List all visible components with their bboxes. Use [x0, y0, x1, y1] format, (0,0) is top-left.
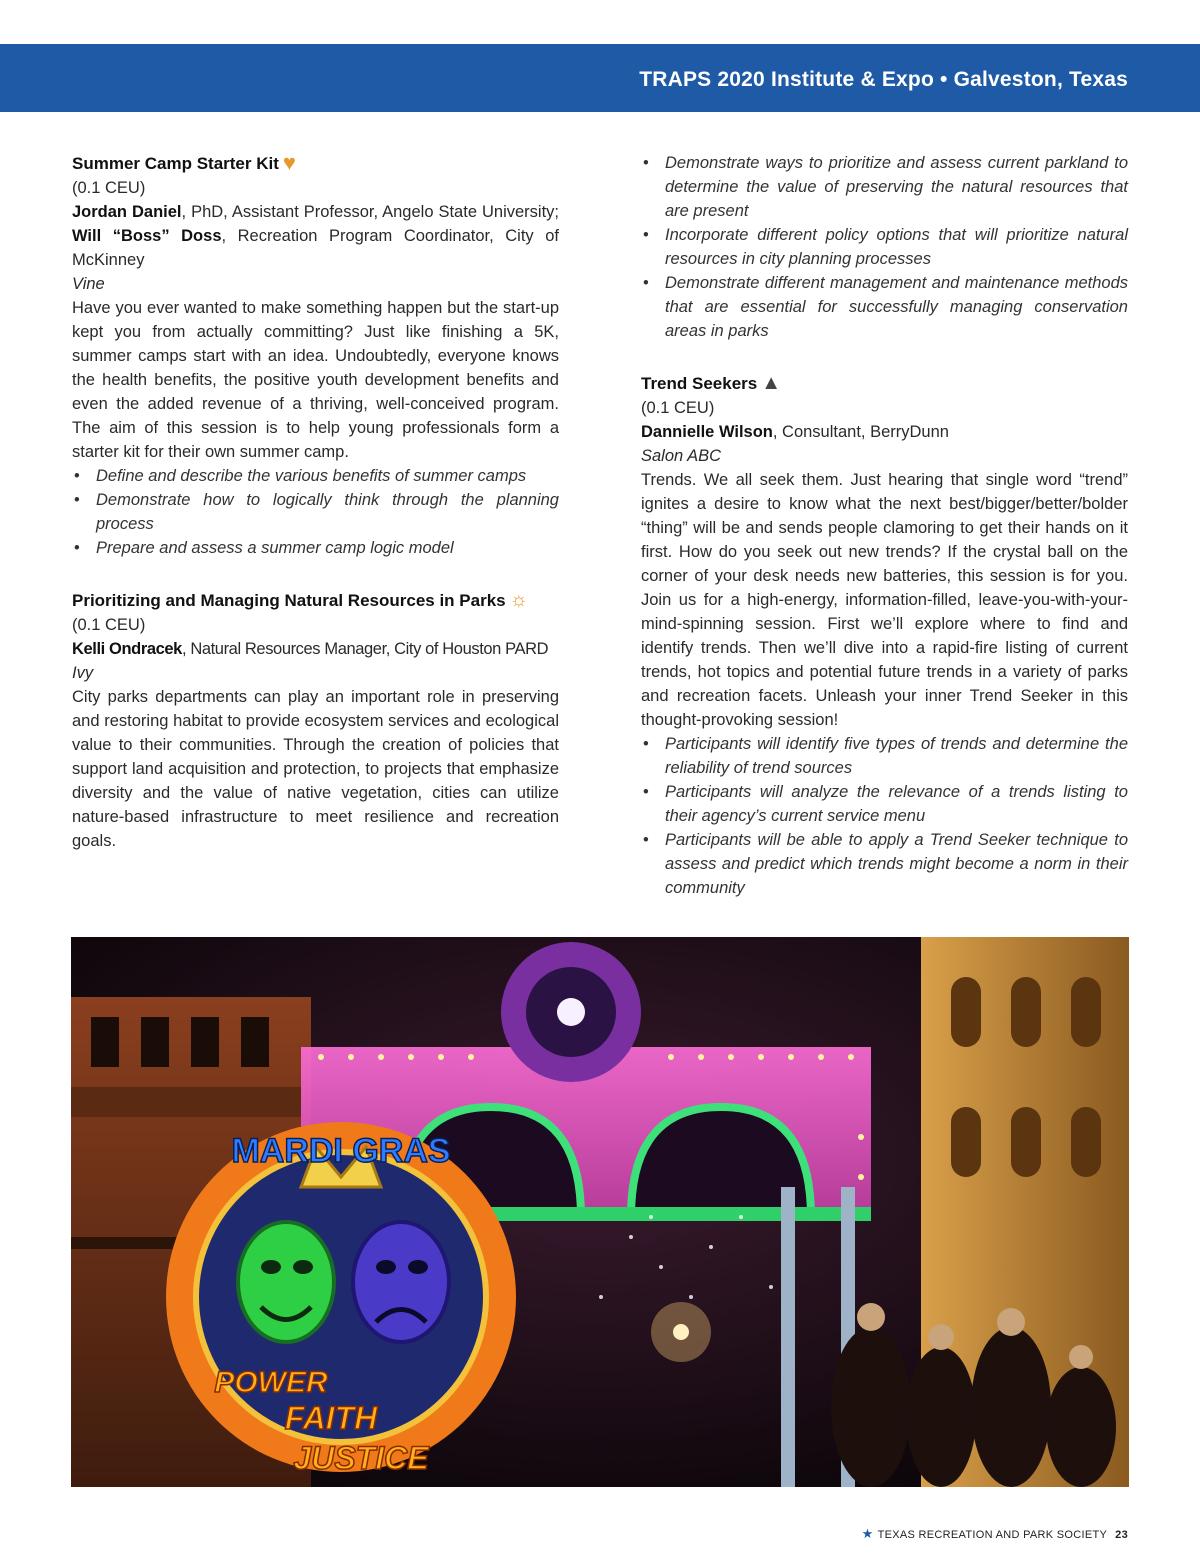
right-column [641, 151, 1128, 928]
session-room: Ivy [72, 664, 94, 682]
continued-objectives-list [641, 151, 1128, 343]
session-ceu: (0.1 CEU) [72, 179, 146, 197]
session-trend-seekers [641, 371, 1128, 900]
session-ceu: (0.1 CEU) [72, 616, 146, 634]
float-word: POWER [214, 1366, 328, 1399]
speaker-role: , Recreation Program Coordinator, City of McKinney [72, 227, 559, 269]
speaker-role: , PhD, Assistant Professor, Angelo State University; [181, 203, 559, 221]
objective-item: • Prepare and assess a summer camp logic model [72, 536, 559, 560]
session-natural-resources [72, 588, 559, 853]
header-title: TRAPS 2020 Institute & Expo • Galveston, Texas [639, 68, 1128, 91]
session-title [72, 151, 559, 176]
session-title-text: Summer Camp Starter Kit [72, 154, 279, 173]
objective-item: • Demonstrate ways to prioritize and assess current parkland to determine the value of preserving the natural resources that are present [641, 151, 1128, 223]
session-summer-camp [72, 151, 559, 560]
objectives-list [72, 464, 559, 560]
star-icon: ★ [861, 1526, 874, 1541]
speaker-name: Dannielle Wilson [641, 423, 773, 441]
session-room: Salon ABC [641, 447, 722, 465]
left-column [72, 151, 559, 881]
header-bar [0, 44, 1200, 112]
session-title [641, 371, 1128, 396]
objective-item: • Participants will be able to apply a Trend Seeker technique to assess and predict which trends might become a norm in their community [641, 828, 1128, 900]
session-speakers [72, 637, 559, 661]
page-footer [862, 1526, 1128, 1542]
session-description: Trends. We all seek them. Just hearing that single word “trend” ignites a desire to know what the next best/bigger/better/bolder “thing” will be and sends people clamoring to get their hands on it first. How do you seek out new trends? If the crystal ball on the corner of your desk needs new batteries, this session is for you. Join us for a high-energy, information-filled, leave-you-with-your-mind-spinning session. First we’ll explore where to find and identify trends. Then we’ll dive into a rapid-fire listing of current trends, hot topics and potential future trends in a variety of parks and recreation facets. Unleash your inner Trend Seeker in this thought-provoking session! [641, 471, 1128, 729]
speaker-name: Kelli Ondracek [72, 640, 182, 658]
sun-icon: ☼ [509, 589, 528, 611]
triangle-icon: ▲ [761, 372, 782, 394]
session-ceu: (0.1 CEU) [641, 399, 715, 417]
comedy-mask [238, 1222, 334, 1342]
session-speakers [641, 420, 1128, 444]
page-number: 23 [1115, 1529, 1128, 1541]
footer-org: TEXAS RECREATION AND PARK SOCIETY [877, 1529, 1108, 1541]
objective-item: • Participants will identify five types of trends and determine the reliability of trend sources [641, 732, 1128, 780]
session-title-text: Prioritizing and Managing Natural Resources in Parks [72, 591, 506, 610]
speaker-name: Will “Boss” Doss [72, 227, 222, 245]
objectives-list [641, 732, 1128, 900]
tragedy-mask [353, 1222, 449, 1342]
session-title [72, 588, 559, 613]
objective-item: • Define and describe the various benefits of summer camps [72, 464, 559, 488]
session-description: Have you ever wanted to make something happen but the start-up kept you from actually committing? Just like finishing a 5K, summer camps start with an idea. Undoubtedly, everyone knows the health benefits, the positive youth development benefits and even the added revenue of a thriving, well-conceived program. The aim of this session is to help young professionals form a starter kit for their own summer camp. [72, 299, 559, 461]
speaker-role: , Natural Resources Manager, City of Houston PARD [181, 640, 549, 658]
objective-item: • Participants will analyze the relevance of a trends listing to their agency’s current service menu [641, 780, 1128, 828]
float-word: FAITH [284, 1400, 378, 1436]
mardi-gras-illustration [71, 937, 1129, 1487]
heart-icon: ♥ [282, 150, 296, 175]
float-word: JUSTICE [293, 1440, 429, 1476]
session-description: City parks departments can play an important role in preserving and restoring habitat to provide ecosystem services and ecological value to their communities. Through the creation of policies that support land acquisition and protection, to projects that emphasize diversity and the value of native vegetation, cities can utilize nature-based infrastructure to meet resilience and recreation goals. [72, 688, 559, 850]
session-title-text: Trend Seekers [641, 374, 758, 393]
objective-item: • Demonstrate how to logically think through the planning process [72, 488, 559, 536]
float-title-text: MARDI GRAS [231, 1132, 451, 1170]
session-room: Vine [72, 275, 105, 293]
objective-item: • Incorporate different policy options that will prioritize natural resources in city planning processes [641, 223, 1128, 271]
objective-item: • Demonstrate different management and maintenance methods that are essential for successfully managing conservation areas in parks [641, 271, 1128, 343]
speaker-name: Jordan Daniel [72, 203, 182, 221]
mardi-gras-photo [71, 937, 1129, 1487]
speaker-role: , Consultant, BerryDunn [772, 423, 949, 441]
session-speakers [72, 200, 559, 272]
